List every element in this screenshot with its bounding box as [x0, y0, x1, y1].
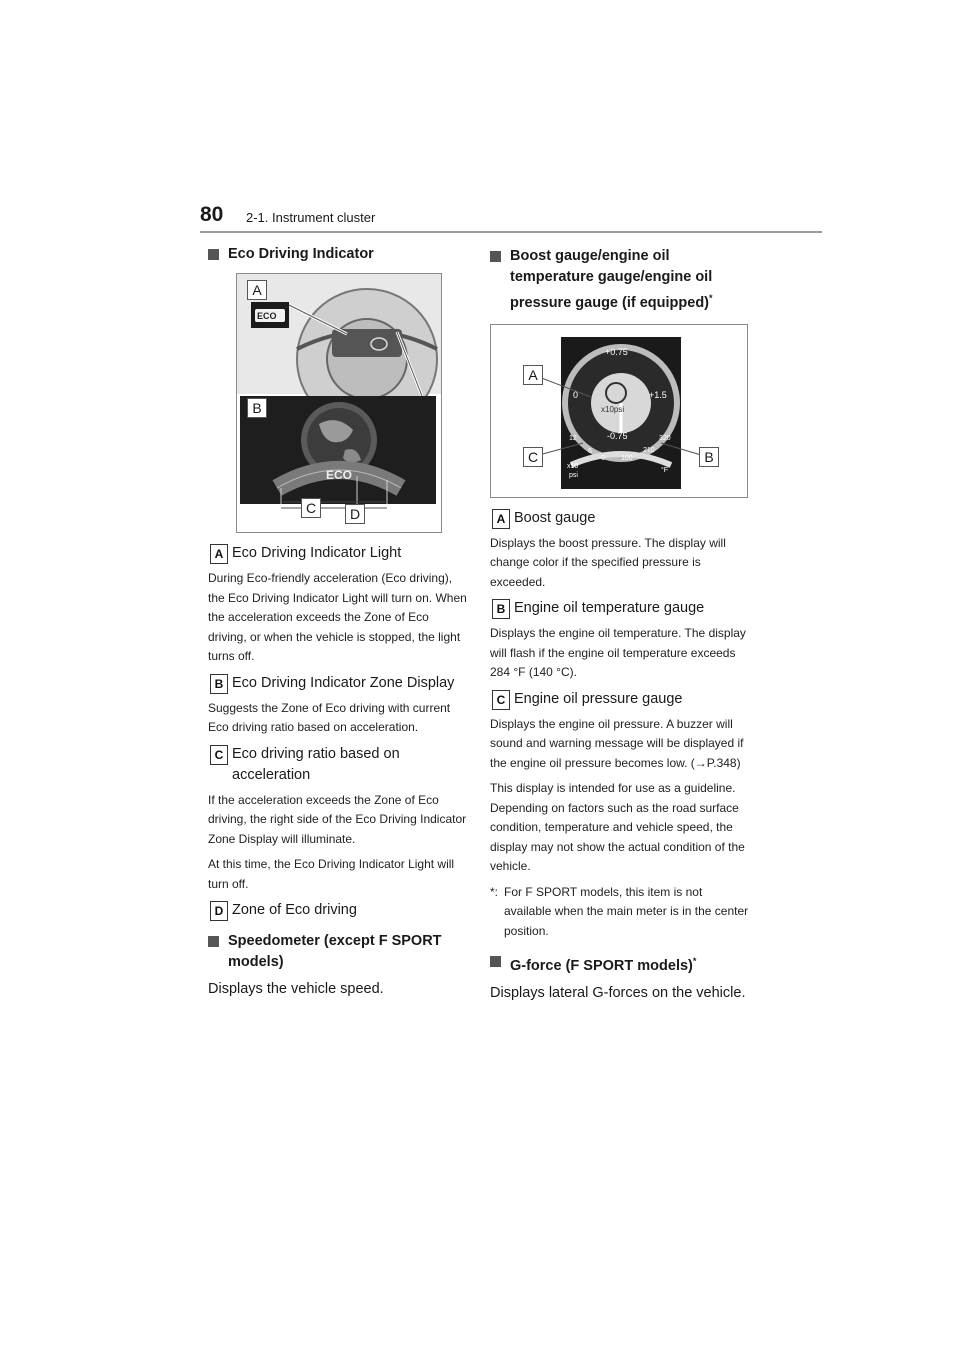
oil-pressure-x10: x10 [567, 462, 579, 470]
item-d-title: D Zone of Eco driving [208, 900, 470, 921]
gforce-text: Displays lateral G-forces on the vehicle. [490, 985, 746, 1002]
header-rule [200, 231, 822, 233]
eco-arc-label: ECO [326, 468, 353, 482]
oil-temp-100: 100 [621, 454, 633, 462]
eco-driving-heading: Eco Driving Indicator [208, 244, 470, 265]
oil-temp-320: 320 [659, 434, 671, 442]
callout-c: C [301, 498, 321, 518]
boost-item-c-text: Displays the engine oil pressure. A buzzer will sound and warning message will be displayed if the engine oil pressure becomes low. (→P.348) [490, 716, 744, 770]
item-a-text: During Eco-friendly acceleration (Eco driving), the Eco Driving Indicator Light will turn on. When the acceleration exceeds the Zone of Eco driving, or when the vehicle is stopped, the light turns off. [208, 571, 467, 663]
item-d-badge: D [210, 901, 228, 921]
gauge-label-left: 0 [573, 389, 579, 400]
callout-c: C [523, 447, 543, 467]
oil-pressure-0: 0 [601, 454, 605, 462]
oil-pressure-12: 12 [569, 434, 577, 442]
heading-square-icon [490, 251, 501, 262]
item-c-title: C Eco driving ratio based on acceleration [208, 744, 470, 786]
boost-item-c-title: C Engine oil pressure gauge [490, 689, 752, 710]
gforce-heading: G-force (F SPORT models)* [490, 951, 752, 977]
speedometer-text: Displays the vehicle speed. [208, 981, 384, 997]
item-c-text-2: At this time, the Eco Driving Indicator Light will turn off. [208, 857, 455, 891]
item-b-badge: B [210, 674, 228, 694]
gauge-label-top: +0.75 [605, 346, 628, 357]
item-c-text-1: If the acceleration exceeds the Zone of Eco driving, the right side of the Eco Driving Indicator Zone Display will illuminate. [208, 792, 467, 846]
footnote-mark: *: [490, 884, 499, 899]
heading-square-icon [490, 956, 501, 967]
boost-gauge-heading: Boost gauge/engine oil temperature gauge/engine oil pressure gauge (if equipped)* [490, 246, 752, 314]
oil-pressure-psi: psi [569, 471, 578, 479]
item-a-badge: A [492, 509, 510, 529]
item-c-badge: C [210, 745, 228, 765]
page-number: 80 [200, 203, 224, 226]
boost-item-a-title: A Boost gauge [490, 508, 752, 529]
heading-square-icon [208, 249, 219, 260]
gauge-unit: x10psi [601, 404, 625, 414]
boost-item-c-text-2: This display is intended for use as a guideline. Depending on factors such as the road surface condition, temperature and vehicle speed, the display may not show the actual condition of the vehicle. [490, 781, 745, 874]
item-b-title: B Eco Driving Indicator Zone Display [208, 673, 470, 694]
footnote: *: For F SPORT models, this item is not available when the main meter is in the center position. [490, 884, 749, 938]
left-column [208, 244, 470, 1008]
boost-item-b-title: B Engine oil temperature gauge [490, 598, 752, 619]
right-column [490, 246, 752, 1012]
item-a-badge: A [210, 544, 228, 564]
oil-temp-unit: °F [661, 466, 669, 474]
section-title: 2-1. Instrument cluster [246, 210, 376, 225]
callout-a: A [247, 280, 267, 300]
gauge-label-right: +1.5 [649, 389, 667, 400]
item-c-badge: C [492, 690, 510, 710]
boost-item-a-text: Displays the boost pressure. The display will change color if the specified pressure is exceeded. [490, 535, 726, 589]
eco-figure [236, 273, 442, 533]
heading-square-icon [208, 936, 219, 947]
item-a-title: A Eco Driving Indicator Light [208, 543, 470, 564]
callout-d: D [345, 504, 365, 524]
item-b-text: Suggests the Zone of Eco driving with current Eco driving ratio based on acceleration. [208, 700, 451, 734]
boost-figure [490, 324, 748, 498]
oil-pressure-6: 6 [588, 447, 592, 455]
oil-temp-210: 210 [643, 446, 655, 454]
eco-badge-text: ECO [257, 311, 277, 321]
callout-b: B [699, 447, 719, 467]
item-b-badge: B [492, 599, 510, 619]
callout-b: B [247, 398, 267, 418]
speedometer-heading: Speedometer (except F SPORT models) [208, 931, 470, 973]
gauge-label-bottom: -0.75 [607, 430, 628, 441]
callout-a: A [523, 365, 543, 385]
boost-item-b-text: Displays the engine oil temperature. The display will flash if the engine oil temperature exceeds 284 °F (140 °C). [490, 626, 746, 680]
